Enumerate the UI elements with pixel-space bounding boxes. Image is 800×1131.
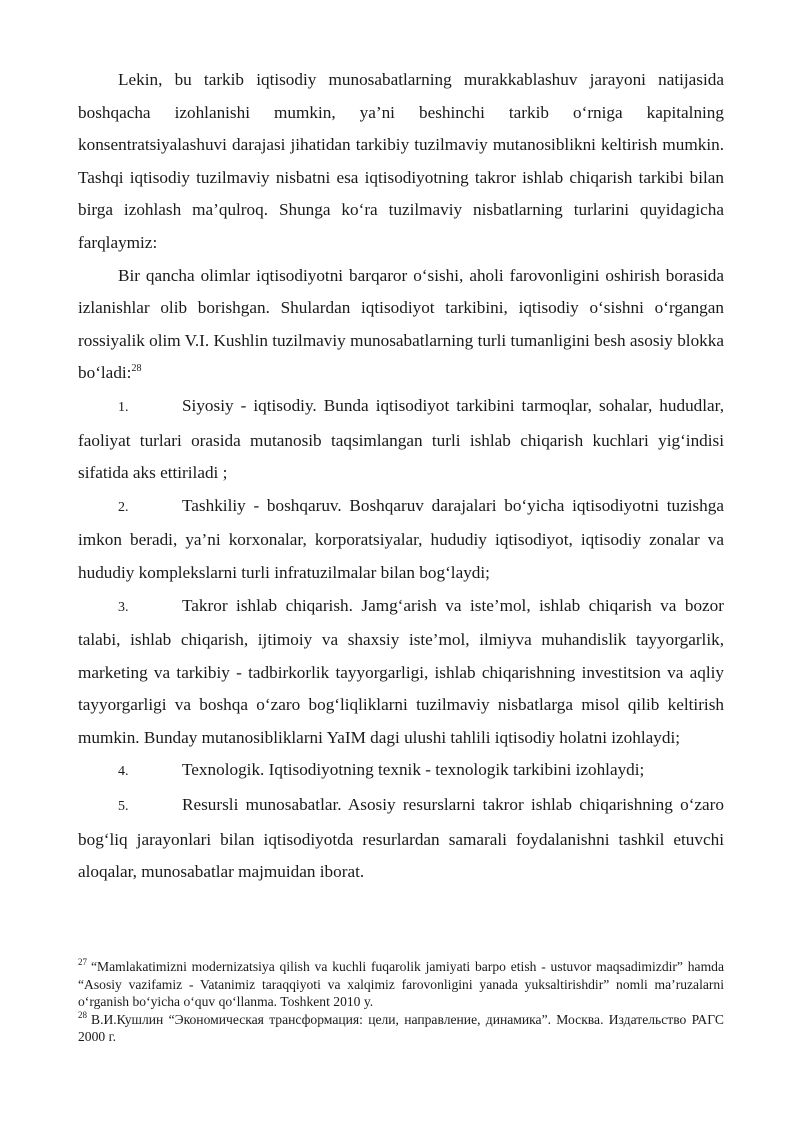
footnotes (78, 958, 724, 1046)
footnote-mark: 27 (78, 957, 87, 967)
footnote-text: “Mamlakatimizni modernizatsiya qilish va kuchli fuqarolik jamiyati barpo etish - ustuvor maqsadimizdir” hamda “Asosiy vazifamiz - Vatanimiz taraqqiyoti va xalqimiz farovonligini yanada yuksaltirishdir” nomli ma’ruzalarni o‘rganish bo‘yicha o‘quv qo‘llanma. Toshkent 2010 y. (78, 959, 724, 1010)
footnote-text: В.И.Кушлин “Экономическая трансформация: цели, направление, динамика”. Москва. Издательство РАГС 2000 г. (78, 1011, 724, 1045)
footnote-27 (78, 958, 724, 1011)
list-item (78, 789, 724, 889)
list-item-text: Texnologik. Iqtisodiyotning texnik - texnologik tarkibini izohlaydi; (182, 760, 645, 780)
list-item-number: 5. (118, 799, 129, 815)
footnote-ref-28: 28 (131, 363, 142, 375)
list-item-number: 3. (118, 599, 129, 615)
list-item-number: 1. (118, 399, 129, 415)
document-body (78, 64, 724, 889)
list-item (78, 490, 724, 590)
paragraph-kushlin: Bir qancha olimlar iqtisodiyotni barqaror o‘sishi, aholi farovonligini oshirish borasida izlanishlar olib borishgan. Shulardan iqtisodiyot tarkibini, iqtisodiy o‘sishni o‘rgangan rossiyalik olim V.I. Kushlin tuzilmaviy munosabatlarning turli tumanligini besh asosiy blokka bo‘ladi:$^{28}$ (78, 265, 724, 383)
list-item-number: 4. (118, 764, 129, 780)
list-item (78, 590, 724, 755)
list-item-text: Takror ishlab chiqarish. Jamg‘arish va iste’mol, ishlab chiqarish va bozor talabi, ishlab chiqarish, ijtimoiy va shaxsiy iste’mol, ilmiyva muhandislik tayyorgarlik, marketing va tarkibiy - tadbirkorlik tayyorgarligi, ishlab chiqarishning investitsion va aqliy tayyorgarligi va boshqa o‘zaro bog‘liqliklarni tuzilmaviy nisbatlarga misol qilib keltirish mumkin. Bunday mutanosibliklarni YaIM dagi ulushi tahlili iqtisodiy holatni izohlaydi; (78, 595, 724, 747)
footnote-28 (78, 1011, 724, 1046)
list-item (78, 754, 724, 789)
list-item-text: Resursli munosabatlar. Asosiy resurslarni takror ishlab chiqarishning o‘zaro bog‘liq jarayonlari bilan iqtisodiyotda resurlardan samarali foydalanishni tashkil etuvchi aloqalar, munosabatlar majmuidan iborat. (78, 795, 724, 882)
list-item-text: Siyosiy - iqtisodiy. Bunda iqtisodiyot tarkibini tarmoqlar, sohalar, hududlar, faoliyat turlari orasida mutanosib taqsimlangan turli ishlab chiqarish kuchlari yig‘indisi sifatida aks ettiriladi ; (78, 395, 724, 483)
list-item-text: Tashkiliy - boshqaruv. Boshqaruv darajalari bo‘yicha iqtisodiyotni tuzishga imkon beradi, ya’ni korxonalar, korporatsiyalar, hududiy iqtisodiyot, iqtisodiy zonalar va hududiy komplekslarni turli infratuzilmalar bilan bog‘laydi; (78, 495, 724, 582)
list-item (78, 390, 724, 490)
paragraph-intro: Lekin, bu tarkib iqtisodiy munosabatlarning murakkablashuv jarayoni natijasida boshqacha izohlanishi mumkin, ya’ni beshinchi tarkib o‘rniga kapitalning konsentratsiyalashuvi darajasi jihatidan tarkibiy tuzilmaviy mutanosiblikni keltirish mumkin. Tashqi iqtisodiy tuzilmaviy nisbatni esa iqtisodiyotning takror ishlab chiqarish tarkibi bilan birga izohlash ma’qulroq. Shunga ko‘ra tuzilmaviy nisbatlarning turlarini quyidagicha farqlaymiz: (78, 70, 724, 252)
footnote-mark: 28 (78, 1009, 87, 1020)
list-item-number: 2. (118, 499, 129, 515)
